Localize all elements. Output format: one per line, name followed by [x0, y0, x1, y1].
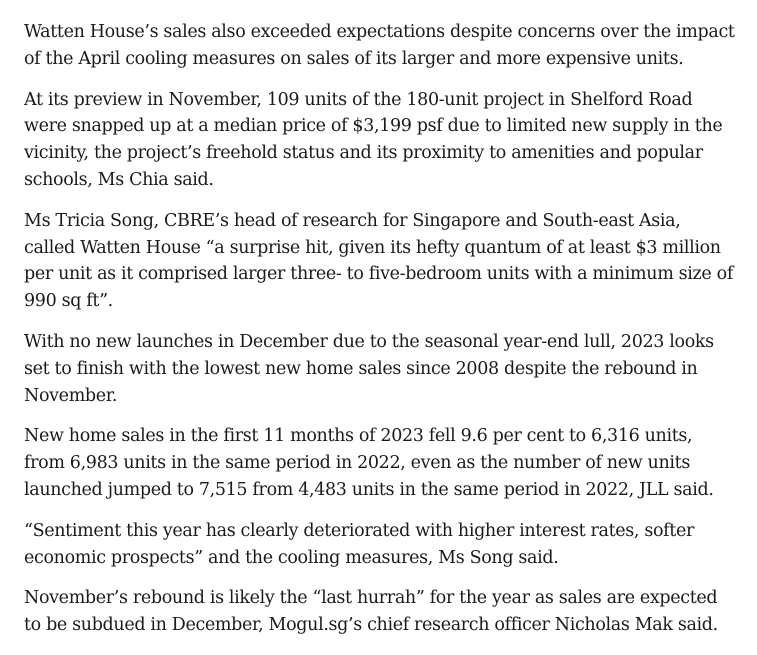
article-body [24, 19, 736, 653]
paragraph-watten-house-sales: Watten House’s sales also exceeded expectations despite concerns over the impact of the April cooling measures on sales of its larger and more expensive units. [24, 22, 735, 69]
paragraph-year-end-lull: With no new launches in December due to the seasonal year-end lull, 2023 looks set to finish with the lowest new home sales since 2008 despite the rebound in November. [24, 331, 714, 406]
paragraph-jll-figures: New home sales in the first 11 months of 2023 fell 9.6 per cent to 6,316 units, from 6,983 units in the same period in 2022, even as the number of new units launched jumped to 7,515 from 4,483 units in the same period in 2022, JLL said. [24, 426, 714, 500]
paragraph-sentiment-quote: “Sentiment this year has clearly deteriorated with higher interest rates, softer economic prospects” and the cooling measures, Ms Song said. [24, 520, 694, 568]
paragraph-last-hurrah: November’s rebound is likely the “last hurrah” for the year as sales are expected to be subdued in December, Mogul.sg’s chief research officer Nicholas Mak said. [24, 588, 718, 636]
paragraph-cbre-quote: Ms Tricia Song, CBRE’s head of research for Singapore and South-east Asia, called Watten House “a surprise hit, given its hefty quantum of at least $3 million per unit as it comprised larger three- to five-bedroom units with a minimum size of 990 sq ft”. [24, 210, 733, 312]
paragraph-preview-november: At its preview in November, 109 units of the 180-unit project in Shelford Road were snapped up at a median price of $3,199 psf due to limited new supply in the vicinity, the project’s freehold status and its proximity to amenities and popular schools, Ms Chia said. [24, 89, 723, 190]
